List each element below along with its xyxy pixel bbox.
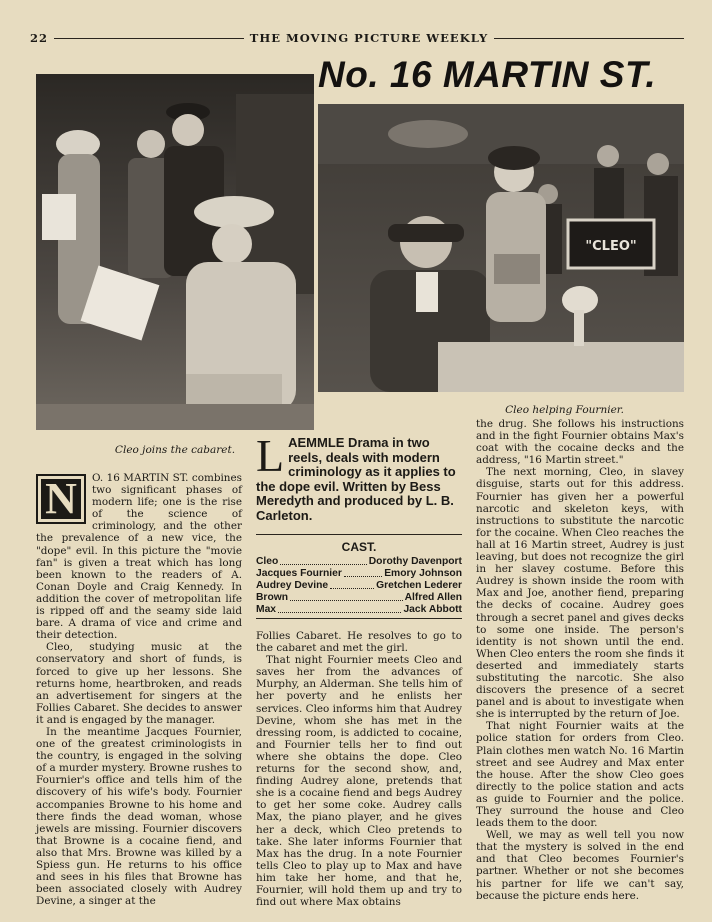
col3-paragraph: That night Fournier waits at the police station for orders from Cleo. Plain clothes men watch No. 16 Martin street and see Audrey and Max enter the house. After the show Cleo goes directly to the police station and acts as guide to Fournier and the police. They surround the house and Cleo leads them to the door. xyxy=(476,720,684,830)
page-header xyxy=(30,30,684,46)
col1-paragraph: In the meantime Jacques Fournier, one of the greatest criminologists in the country, is engaged in the solving of a murder mystery. Browne rushes to Fournier's office and tells him of the discovery of his wife's body. Fournier accompanies Browne to his home and there finds the dead woman, whose jewels are missing. Fournier discovers that Browne is a cocaine fiend, and also that Mrs. Browne was killed by a Spiess gun. He returns to his office and sees in his files that Browne has been associated closely with Audrey Devine, a singer at the xyxy=(36,725,242,908)
photo-cleo-cabaret xyxy=(36,74,314,430)
cast-leader xyxy=(278,604,401,613)
magazine-name: THE MOVING PICTURE WEEKLY xyxy=(249,31,489,45)
dropcap-frame xyxy=(36,474,86,524)
col2-paragraph: Follies Cabaret. He resolves to go to the cabaret and met the girl. xyxy=(256,630,462,655)
caption-left-photo: Cleo joins the cabaret. xyxy=(114,444,236,456)
article-column-3 xyxy=(476,418,684,902)
promo-initial: L xyxy=(256,430,285,481)
col1-paragraph: Cleo, studying music at the conservatory and short of funds, is forced to give up her lessons. She returns home, heartbroken, and reads an advertisement for singers at the Follies Cabaret. She decides to answer it and is engaged by the manager. xyxy=(36,641,242,726)
article-column-2 xyxy=(256,630,462,908)
cast-actor: Emory Johnson xyxy=(384,568,462,579)
cast-heading: CAST. xyxy=(341,540,377,554)
cast-row xyxy=(256,568,462,580)
cast-actor: Gretchen Lederer xyxy=(376,580,462,591)
article-column-1 xyxy=(36,472,242,907)
cast-actor: Dorothy Davenport xyxy=(368,556,462,567)
cast-list xyxy=(256,556,462,616)
cast-leader xyxy=(344,568,382,577)
cast-rule-bottom xyxy=(256,618,462,619)
col3-paragraph: the drug. She follows his instructions and in the fight Fournier obtains Max's coat with the cocaine decks and the address, "16 Martin street." xyxy=(476,418,684,467)
cast-role: Audrey Devine xyxy=(256,580,329,591)
cast-rule-top xyxy=(256,534,462,535)
cast-role: Jacques Fournier xyxy=(256,568,342,579)
article-title: No. 16 MARTIN ST. xyxy=(318,54,657,95)
cast-actor: Jack Abbott xyxy=(403,604,462,615)
dropcap-letter: N xyxy=(41,479,81,519)
photo-cleo-helping-fournier xyxy=(318,104,684,392)
cast-row xyxy=(256,592,462,604)
page-number: 22 xyxy=(30,31,49,45)
cast-leader xyxy=(290,592,403,601)
promo-blurb xyxy=(256,430,462,523)
col3-paragraph: The next morning, Cleo, in slavey disguise, starts out for this address. Fournier has given her a powerful narcotic and skeleton keys, with instructions to substitute the narcotic for the cocaine. When Cleo reaches the hall at 16 Martin street, Audrey is just leaving, but does not recognize the girl in her slavey costume. Before this Audrey is shown inside the room with Max and Joe, another fiend, preparing the decks of cocaine. Audrey goes through a secret panel and gives decks to some one inside. The person's identity is not shown until the end. When Cleo enters the room she finds it deserted and immediately starts substituting the narcotic. She also discovers the presence of a secret panel and is about to investigate when she is interrupted by the return of Joe. xyxy=(476,466,684,721)
cast-role: Brown xyxy=(256,592,289,603)
col3-paragraph: Well, we may as well tell you now that the mystery is solved in the end and that Cleo becomes Fournier's partner. Whether or not she becomes his partner for life we can't say, because the picture ends here. xyxy=(476,829,684,902)
col1-paragraph: O. 16 MARTIN ST. combines two significant phases of modern life; one is the rise of the science of criminology, and the other the prevalence of a new vice, the "dope" evil. In this picture the "movie fan" is given a treat which has long been known to the readers of A. Conan Doyle and Craig Kennedy. In addition the cover of metropolitan life is ripped off and the seamy side laid bare. A drama of vice and crime and their detection. xyxy=(36,472,242,642)
cast-leader xyxy=(330,580,374,589)
col2-paragraph: That night Fournier meets Cleo and saves her from the advances of Murphy, an Alderman. She tells him of her poverty and he enlists her services. Cleo informs him that Audrey Devine, whom she has met in the dressing room, is addicted to cocaine, and Fournier tells her to find out where she obtains the dope. Cleo returns for the second show, and, finding Audrey alone, pretends that she is a cocaine fiend and begs Audrey to get her some coke. Audrey calls Max, the piano player, and he gives her a deck, which Cleo pretends to take. She later informs Fournier that Max has the drug. In a note Fournier tells Cleo to play up to Max and have him take her home, and that he, Fournier, will hold them up and try to find out where Max obtains xyxy=(256,654,462,909)
header-rule-left xyxy=(54,38,244,39)
cast-row xyxy=(256,556,462,568)
caption-right-photo: Cleo helping Fournier. xyxy=(505,404,624,416)
cast-actor: Alfred Allen xyxy=(404,592,462,603)
cast-row xyxy=(256,604,462,616)
cast-role: Max xyxy=(256,604,277,615)
cast-row xyxy=(256,580,462,592)
cast-leader xyxy=(280,556,366,565)
header-rule-right xyxy=(494,38,684,39)
sign-cleo-text: "CLEO" xyxy=(585,239,637,254)
cast-role: Cleo xyxy=(256,556,279,567)
promo-text: AEMMLE Drama in two reels, deals with modern criminology as it applies to the dope evil. Written by Bess Meredyth and produced by L. B. Carleton. xyxy=(256,435,456,523)
